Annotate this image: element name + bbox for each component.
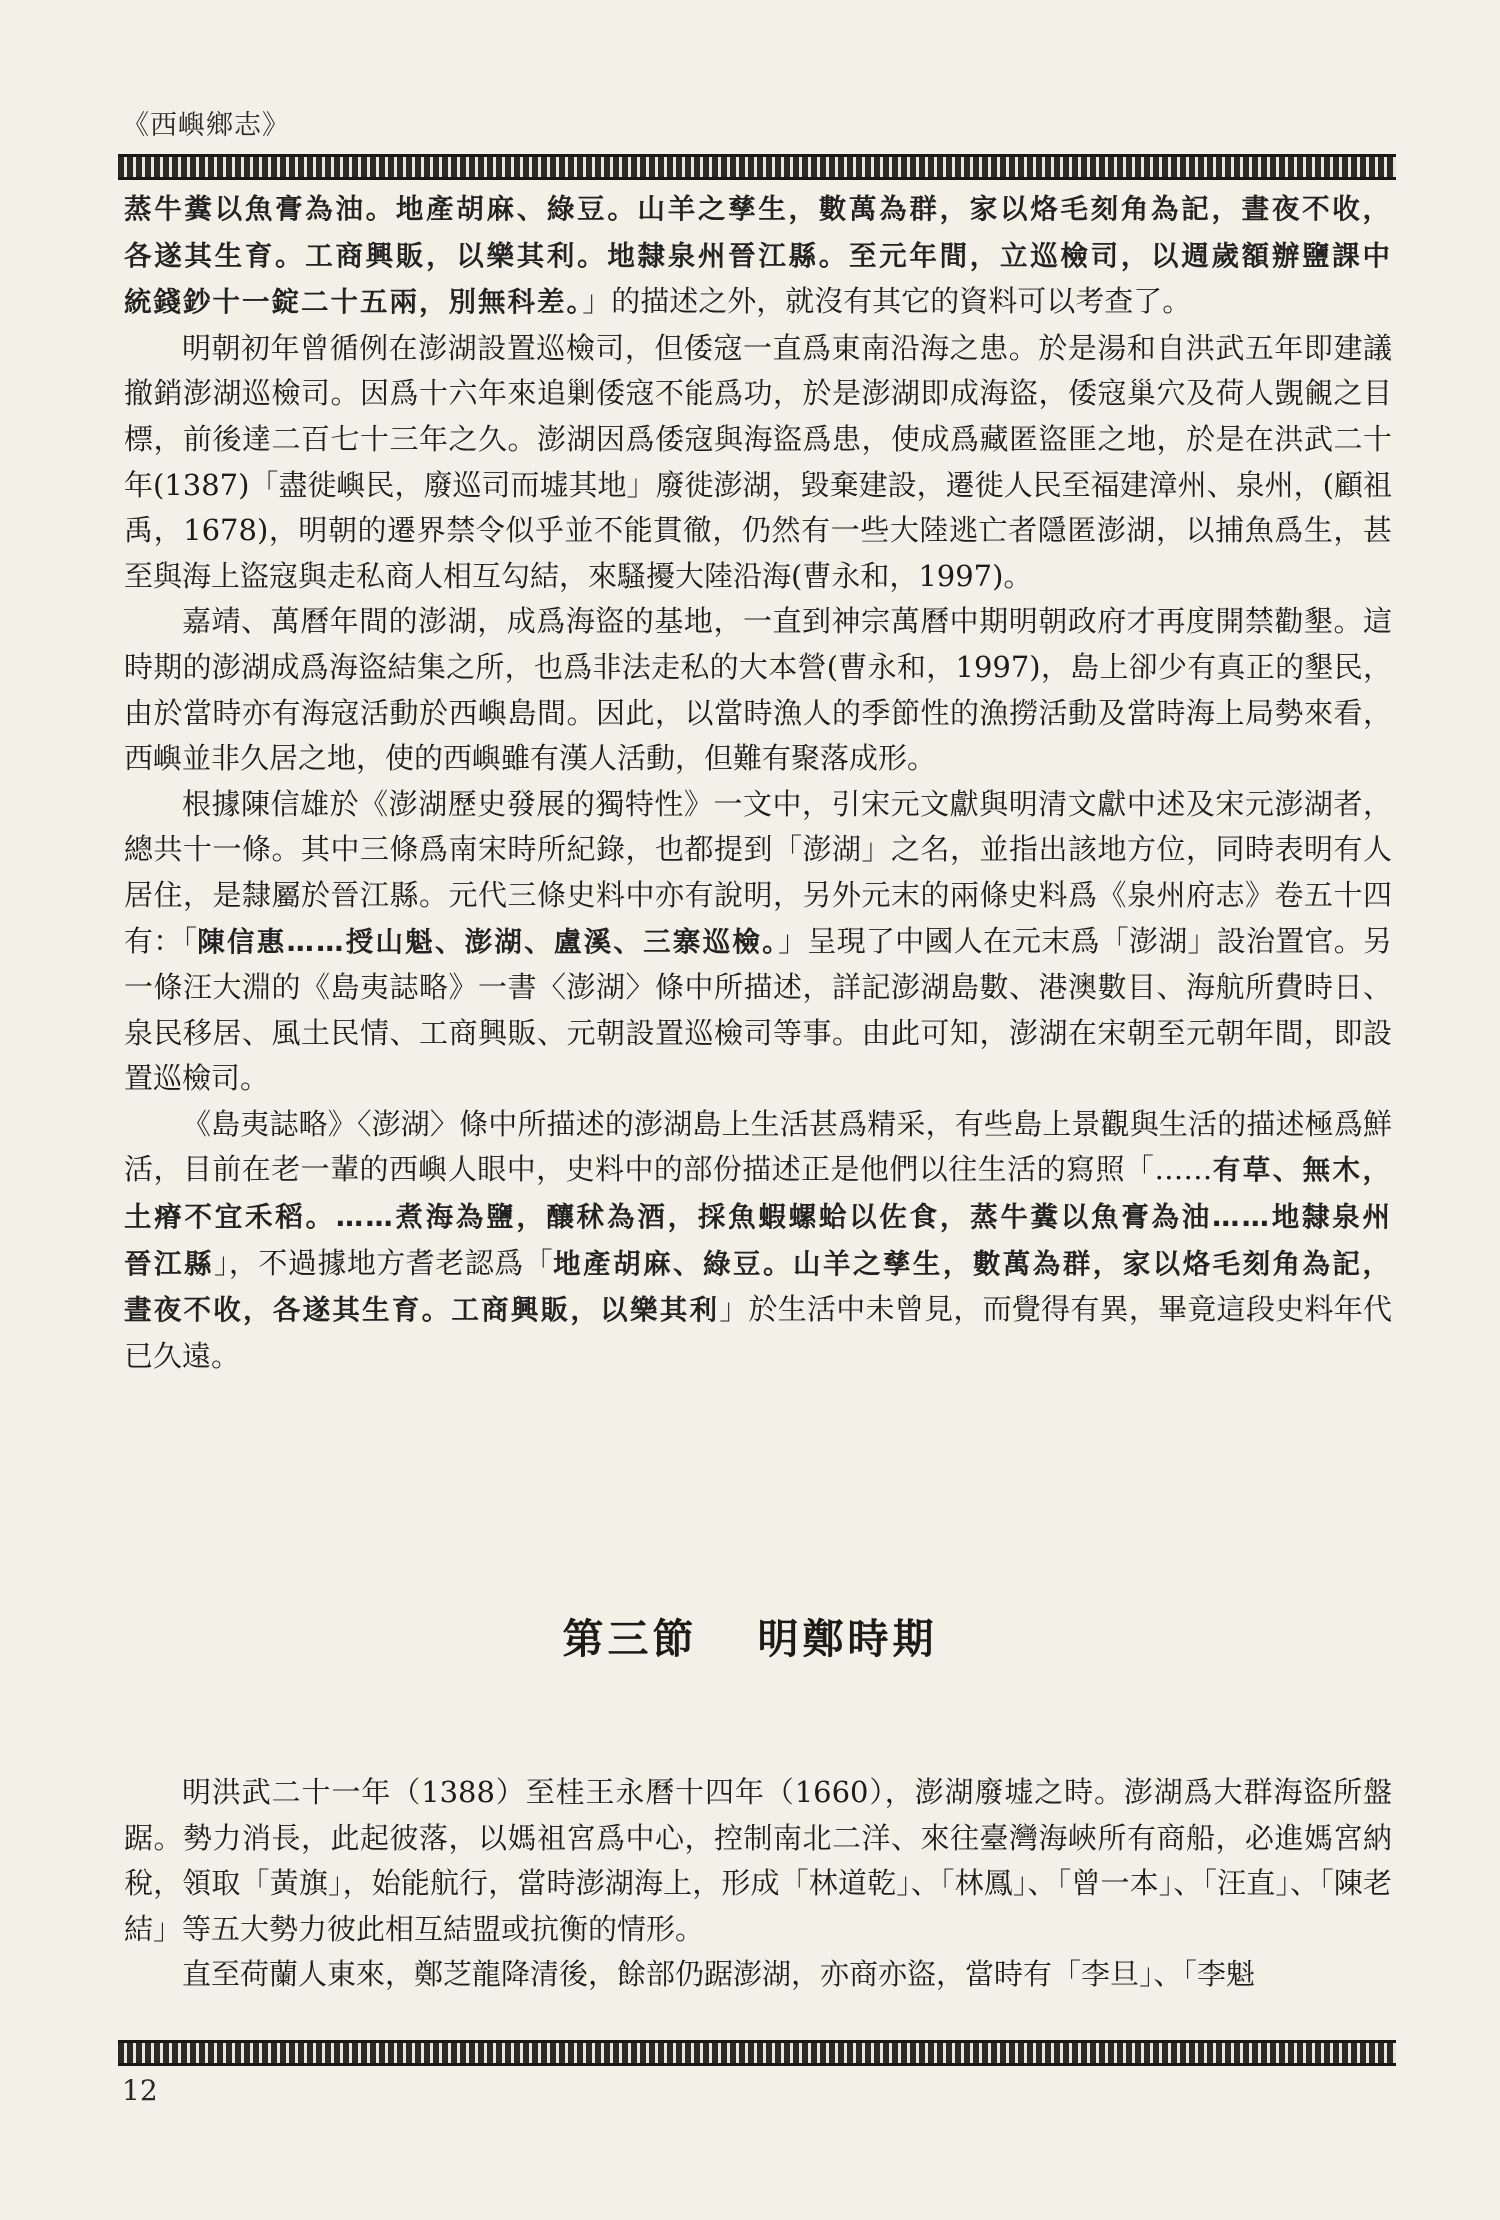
section-paragraph-1: [124, 1770, 1392, 1952]
quote: 有草、無木，土瘠不宜禾稻。……煮海為鹽，釀秫為酒，採魚蝦螺蛤以佐食，蒸牛糞以魚膏為油……地隸泉州晉江縣: [124, 1154, 1392, 1280]
quote: 地產胡麻、綠豆。山羊之孳生，數萬為群，家以烙毛刻角為記，晝夜不收，各遂其生育。工商興販，以樂其利: [124, 1247, 1393, 1327]
bottom-border-ornament: [118, 2040, 1396, 2066]
running-header: 《西嶼鄉志》: [122, 110, 290, 141]
section-paragraph-2: [124, 1952, 1392, 1998]
paragraph-3: [124, 599, 1392, 781]
text-run: 直至荷蘭人東來，鄭芝龍降清後，餘部仍踞澎湖，亦商亦盜，當時有「李旦」、「李魁: [182, 1957, 1256, 1992]
paragraph-2: [124, 326, 1392, 600]
text-run: 《島夷誌略》〈澎湖〉條中所描述的澎湖島上生活甚爲精采，有些島上景觀與生活的描述極爲鮮活，目前在老一輩的西嶼人眼中，史料中的部份描述正是他們以往生活的寫照「……: [124, 1106, 1392, 1187]
main-text: [124, 186, 1392, 1379]
section-number: 第三節: [562, 1615, 698, 1663]
paragraph-5: [124, 1102, 1392, 1380]
text-run: 」的描述之外，就沒有其它的資料可以考查了。: [582, 284, 1192, 319]
text-run: 明洪武二十一年（1388）至桂王永曆十四年（1660），澎湖廢墟之時。澎湖爲大群海盜所盤踞。勢力消長，此起彼落，以媽祖宮爲中心，控制南北二洋、來往臺灣海峽所有商船，必進媽宮納稅，領取「黃旗」，始能航行，當時澎湖海上，形成「林道乾」、「林鳳」、「曾一本」、「汪直」、「陳老結」等五大勢力彼此相互結盟或抗衡的情形。: [124, 1775, 1392, 1946]
text-run: 」，不過據地方耆老認爲「: [213, 1245, 554, 1280]
quote: 陳信惠……授山魁、澎湖、盧溪、三寨巡檢。: [197, 925, 779, 958]
text-run: 明朝初年曾循例在澎湖設置巡檢司，但倭寇一直爲東南沿海之患。於是湯和自洪武五年即建議撤銷澎湖巡檢司。因爲十六年來追剿倭寇不能爲功，於是澎湖即成海盜，倭寇巢穴及荷人覬覦之目標，前後達二百七十三年之久。澎湖因爲倭寇與海盜爲患，使成爲藏匿盜匪之地，於是在洪武二十年(1387)「盡徙嶼民，廢巡司而墟其地」廢徙澎湖，毀棄建設，遷徙人民至福建漳州、泉州，(顧祖禹，1678)，明朝的遷界禁令似乎並不能貫徹，仍然有一些大陸逃亡者隱匿澎湖，以捕魚爲生，甚至與海上盜寇與走私商人相互勾結，來騷擾大陸沿海(曹永和，1997)。: [124, 330, 1392, 593]
text-run: 根據陳信雄於《澎湖歷史發展的獨特性》一文中，引宋元文獻與明清文獻中述及宋元澎湖者，總共十一條。其中三條爲南宋時所紀錄，也都提到「澎湖」之名，並指出該地方位，同時表明有人居住，是隸屬於晉江縣。元代三條史料中亦有說明，另外元末的兩條史料爲《泉州府志》卷五十四有：「: [124, 786, 1392, 958]
section-heading: [0, 1606, 1500, 1665]
text-run: 嘉靖、萬曆年間的澎湖，成爲海盜的基地，一直到神宗萬曆中期明朝政府才再度開禁勸墾。這時期的澎湖成爲海盜結集之所，也爲非法走私的大本營(曹永和，1997)，島上卻少有真正的墾民，由於當時亦有海寇活動於西嶼島間。因此，以當時漁人的季節性的漁撈活動及當時海上局勢來看，西嶼並非久居之地，使的西嶼雖有漢人活動，但難有聚落成形。: [124, 604, 1392, 776]
text-run: 」於生活中未曾見，而覺得有異，畢竟這段史料年代已久遠。: [124, 1292, 1392, 1373]
section-title: 明鄭時期: [757, 1615, 938, 1663]
top-border-ornament: [118, 154, 1396, 180]
paragraph-4: [124, 782, 1392, 1102]
section-text: [124, 1770, 1392, 1998]
paragraph-1: [124, 186, 1392, 326]
quote: 蒸牛糞以魚膏為油。地產胡麻、綠豆。山羊之孳生，數萬為群，家以烙毛刻角為記，晝夜不收，各遂其生育。工商興販，以樂其利。地隸泉州晉江縣。至元年間，立巡檢司，以週歲額辦鹽課中統錢鈔十一錠二十五兩，別無科差。: [124, 193, 1392, 319]
text-run: 」呈現了中國人在元末爲「澎湖」設治置官。另一條汪大淵的《島夷誌略》一書〈澎湖〉條中所描述，詳記澎湖島數、港澳數目、海航所費時日、泉民移居、風土民情、工商興販、元朝設置巡檢司等事。由此可知，澎湖在宋朝至元朝年間，即設置巡檢司。: [124, 923, 1392, 1096]
page-number: 12: [122, 2074, 158, 2107]
